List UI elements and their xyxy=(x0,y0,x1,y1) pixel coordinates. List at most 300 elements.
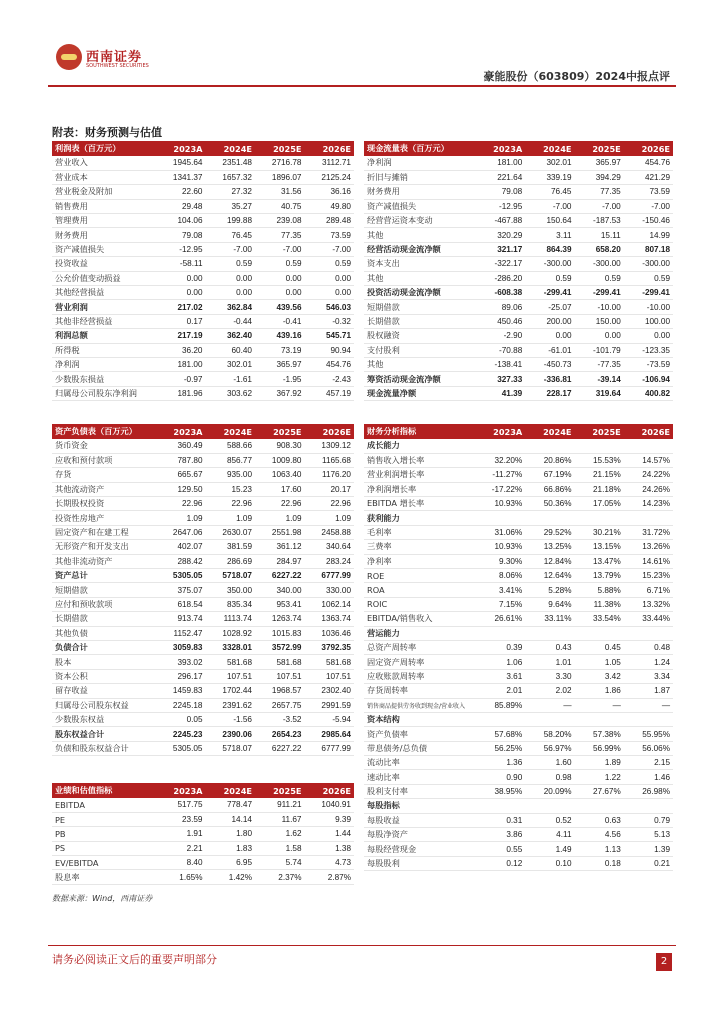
cell-value: 0.00 xyxy=(624,329,673,343)
row-label: ROIC xyxy=(364,597,476,611)
section-row xyxy=(364,439,673,453)
cell-value: 2.21 xyxy=(156,841,206,855)
row-label: 无形资产和开发支出 xyxy=(52,540,156,554)
row-label: 净利率 xyxy=(364,554,476,568)
row-label: 应收账款周转率 xyxy=(364,669,476,683)
cell-value: -336.81 xyxy=(525,372,574,386)
cell-value: 2985.64 xyxy=(305,727,355,741)
cell-value: -73.59 xyxy=(624,357,673,371)
cell-value: 5.28% xyxy=(525,583,574,597)
table-row xyxy=(364,770,673,784)
table-row xyxy=(52,357,354,371)
table-title: 业绩和估值指标 xyxy=(52,783,156,798)
cell-value: 1.86 xyxy=(575,684,624,698)
cell-value: 217.19 xyxy=(156,329,206,343)
table-row xyxy=(364,468,673,482)
row-label: 资本公积 xyxy=(52,669,156,683)
cell-value: 5305.05 xyxy=(156,741,206,755)
row-label: 应收和预付款项 xyxy=(52,453,156,467)
cell-value: 6.95 xyxy=(206,856,256,870)
cell-value: -70.88 xyxy=(476,343,525,357)
year-header: 2025E xyxy=(575,424,624,439)
cell-value: 0.00 xyxy=(156,271,206,285)
table-row xyxy=(52,511,354,525)
section-row xyxy=(364,511,673,525)
cell-value: -0.32 xyxy=(305,314,355,328)
cell-value: 60.40 xyxy=(206,343,256,357)
cashflow-statement-table xyxy=(364,141,673,401)
row-label: 销售商品提供劳务收到现金/营业收入 xyxy=(364,698,476,712)
cell-value: 283.24 xyxy=(305,554,355,568)
cell-value: 286.69 xyxy=(206,554,256,568)
row-label: 归属母公司股东净利润 xyxy=(52,386,156,400)
cell-value: 2.15 xyxy=(624,756,673,770)
cell-value: 6.71% xyxy=(624,583,673,597)
cell-value: 24.26% xyxy=(624,482,673,496)
cell-value: 288.42 xyxy=(156,554,206,568)
cell-value: 9.39 xyxy=(305,812,355,826)
cell-value: 5718.07 xyxy=(206,569,256,583)
table-row xyxy=(52,540,354,554)
cell-value: -11.27% xyxy=(476,468,525,482)
row-label: 财务费用 xyxy=(52,228,156,242)
cell-value: 57.38% xyxy=(575,727,624,741)
cell-value: -300.00 xyxy=(624,257,673,271)
cell-value: 658.20 xyxy=(575,242,624,256)
row-label: 应付和预收款项 xyxy=(52,597,156,611)
cell-value: 1009.80 xyxy=(255,453,305,467)
cell-value: 13.47% xyxy=(575,554,624,568)
row-label: 固定资产和在建工程 xyxy=(52,525,156,539)
cell-value: 85.89% xyxy=(476,698,525,712)
table-row xyxy=(52,170,354,184)
row-label: 净利润 xyxy=(364,156,476,170)
cell-value: 58.20% xyxy=(525,727,574,741)
cell-value: 31.06% xyxy=(476,525,525,539)
cell-value: 4.11 xyxy=(525,828,574,842)
cell-value: -322.17 xyxy=(476,257,525,271)
cell-value: 1.80 xyxy=(206,827,256,841)
cell-value: 0.55 xyxy=(476,842,525,856)
cell-value xyxy=(575,626,624,640)
cell-value: 1.38 xyxy=(305,841,355,855)
cell-value: 2654.23 xyxy=(255,727,305,741)
cell-value: 400.82 xyxy=(624,386,673,400)
cell-value: 0.00 xyxy=(525,329,574,343)
table-title: 现金流量表（百万元） xyxy=(364,141,476,156)
cell-value: 0.59 xyxy=(255,257,305,271)
cell-value: 319.64 xyxy=(575,386,624,400)
cell-value: 1063.40 xyxy=(255,468,305,482)
cell-value: 1341.37 xyxy=(156,170,206,184)
cell-value: -1.95 xyxy=(255,372,305,386)
valuation-table xyxy=(52,783,354,885)
cell-value xyxy=(624,799,673,813)
row-label: 短期借款 xyxy=(364,300,476,314)
cell-value xyxy=(624,511,673,525)
year-header: 2023A xyxy=(156,783,206,798)
cell-value: 15.11 xyxy=(575,228,624,242)
cell-value: 10.93% xyxy=(476,540,525,554)
income-statement-table xyxy=(52,141,354,401)
cell-value: 1896.07 xyxy=(255,170,305,184)
cell-value: 913.74 xyxy=(156,612,206,626)
cell-value: 2245.18 xyxy=(156,698,206,712)
cell-value: 1036.46 xyxy=(305,626,355,640)
cell-value: 517.75 xyxy=(156,798,206,812)
year-header: 2026E xyxy=(624,141,673,156)
cell-value: 33.44% xyxy=(624,612,673,626)
cell-value: 360.49 xyxy=(156,439,206,453)
cell-value: 5.88% xyxy=(575,583,624,597)
row-label: PB xyxy=(52,827,156,841)
table-row xyxy=(364,271,673,285)
cell-value: 13.79% xyxy=(575,569,624,583)
year-header: 2026E xyxy=(305,141,355,156)
cell-value: 20.17 xyxy=(305,482,355,496)
cell-value: 393.02 xyxy=(156,655,206,669)
cell-value: 12.84% xyxy=(525,554,574,568)
cell-value: 79.08 xyxy=(476,185,525,199)
row-label: 其他非流动资产 xyxy=(52,554,156,568)
table-row xyxy=(52,257,354,271)
row-label: 投资性房地产 xyxy=(52,511,156,525)
cell-value: -7.00 xyxy=(305,242,355,256)
row-label: EV/EBITDA xyxy=(52,856,156,870)
cell-value: 228.17 xyxy=(525,386,574,400)
cell-value: 394.29 xyxy=(575,170,624,184)
table-row xyxy=(364,497,673,511)
cell-value: 0.17 xyxy=(156,314,206,328)
cell-value xyxy=(476,799,525,813)
cell-value: 11.67 xyxy=(255,812,305,826)
row-label: 带息债务/总负债 xyxy=(364,741,476,755)
cell-value: 0.43 xyxy=(525,640,574,654)
cell-value: -450.73 xyxy=(525,357,574,371)
cell-value: 1.65% xyxy=(156,870,206,884)
year-header: 2024E xyxy=(206,783,256,798)
cell-value: 4.56 xyxy=(575,828,624,842)
year-header: 2023A xyxy=(156,141,206,156)
cell-value: 150.00 xyxy=(575,314,624,328)
table-row xyxy=(364,828,673,842)
cell-value: 1.22 xyxy=(575,770,624,784)
row-label: 毛利率 xyxy=(364,525,476,539)
table-title: 财务分析指标 xyxy=(364,424,476,439)
table-row xyxy=(52,554,354,568)
table-row xyxy=(52,798,354,812)
cell-value: 545.71 xyxy=(305,329,355,343)
cell-value xyxy=(525,511,574,525)
row-label: 所得税 xyxy=(52,343,156,357)
cell-value: 1.89 xyxy=(575,756,624,770)
row-label: 长期借款 xyxy=(52,612,156,626)
cell-value: 1.46 xyxy=(624,770,673,784)
row-label: 筹资活动现金流净额 xyxy=(364,372,476,386)
year-header: 2025E xyxy=(255,783,305,798)
cell-value xyxy=(476,712,525,726)
cell-value: 864.39 xyxy=(525,242,574,256)
cell-value: 2.01 xyxy=(476,684,525,698)
row-label: 三费率 xyxy=(364,540,476,554)
cell-value: -608.38 xyxy=(476,286,525,300)
row-label: 财务费用 xyxy=(364,185,476,199)
cell-value: -1.61 xyxy=(206,372,256,386)
cell-value: 6777.99 xyxy=(305,741,355,755)
table-row xyxy=(364,372,673,386)
cell-value: 8.40 xyxy=(156,856,206,870)
balance-sheet-table xyxy=(52,424,354,756)
cell-value xyxy=(476,626,525,640)
table-row xyxy=(52,199,354,213)
appendix-title: 附表：财务预测与估值 xyxy=(52,126,162,139)
cell-value: 2716.78 xyxy=(255,156,305,170)
table-row xyxy=(364,540,673,554)
year-header: 2026E xyxy=(624,424,673,439)
table-row xyxy=(52,242,354,256)
cell-value: 1.09 xyxy=(156,511,206,525)
cell-value xyxy=(476,511,525,525)
row-label: 投资活动现金流净额 xyxy=(364,286,476,300)
table-row xyxy=(364,185,673,199)
cell-value: — xyxy=(624,698,673,712)
table-row xyxy=(364,727,673,741)
cell-value xyxy=(525,712,574,726)
cell-value: 375.07 xyxy=(156,583,206,597)
table-row xyxy=(52,870,354,884)
row-label: 固定资产周转率 xyxy=(364,655,476,669)
cell-value: 0.79 xyxy=(624,813,673,827)
row-label: ROA xyxy=(364,583,476,597)
cell-value: 56.99% xyxy=(575,741,624,755)
cell-value: 1459.83 xyxy=(156,684,206,698)
cell-value: 221.64 xyxy=(476,170,525,184)
row-label: 折旧与摊销 xyxy=(364,170,476,184)
cell-value: 89.06 xyxy=(476,300,525,314)
cell-value: 26.61% xyxy=(476,612,525,626)
cell-value: 0.00 xyxy=(575,329,624,343)
table-row xyxy=(52,439,354,453)
cell-value: 362.84 xyxy=(206,300,256,314)
cell-value: 1.24 xyxy=(624,655,673,669)
cell-value: 1968.57 xyxy=(255,684,305,698)
cell-value: 22.96 xyxy=(206,497,256,511)
cell-value: 33.11% xyxy=(525,612,574,626)
row-label: 货币资金 xyxy=(52,439,156,453)
cell-value: 22.96 xyxy=(305,497,355,511)
section-row xyxy=(364,712,673,726)
cell-value: 1945.64 xyxy=(156,156,206,170)
row-label: 资产总计 xyxy=(52,569,156,583)
row-label: EBITDA xyxy=(52,798,156,812)
cell-value: 29.48 xyxy=(156,199,206,213)
cell-value: 8.06% xyxy=(476,569,525,583)
section-row xyxy=(364,626,673,640)
year-header: 2025E xyxy=(575,141,624,156)
cell-value: 0.12 xyxy=(476,856,525,870)
cell-value: 0.48 xyxy=(624,640,673,654)
table-row xyxy=(364,684,673,698)
cell-value: 9.30% xyxy=(476,554,525,568)
cell-value: 1263.74 xyxy=(255,612,305,626)
table-row xyxy=(364,314,673,328)
cell-value: 10.93% xyxy=(476,497,525,511)
cell-value: 38.95% xyxy=(476,784,525,798)
cell-value: 367.92 xyxy=(255,386,305,400)
cell-value: 2245.23 xyxy=(156,727,206,741)
cell-value: -12.95 xyxy=(156,242,206,256)
cell-value: 0.59 xyxy=(206,257,256,271)
row-label: 少数股东权益 xyxy=(52,712,156,726)
cell-value: 3328.01 xyxy=(206,640,256,654)
year-header: 2023A xyxy=(476,424,525,439)
section-row xyxy=(364,799,673,813)
year-header: 2026E xyxy=(305,424,355,439)
cell-value: 181.00 xyxy=(476,156,525,170)
table-row xyxy=(364,386,673,400)
logo-mark-icon xyxy=(56,44,82,70)
cell-value: 30.21% xyxy=(575,525,624,539)
cell-value: 33.54% xyxy=(575,612,624,626)
row-label: 现金流量净额 xyxy=(364,386,476,400)
row-label: 总资产周转率 xyxy=(364,640,476,654)
cell-value: 129.50 xyxy=(156,482,206,496)
disclaimer-text: 请务必阅读正文后的重要声明部分 xyxy=(52,953,217,966)
row-label: 少数股东损益 xyxy=(52,372,156,386)
cell-value: 320.29 xyxy=(476,228,525,242)
table-row xyxy=(52,156,354,170)
table-row xyxy=(364,669,673,683)
cell-value: 1657.32 xyxy=(206,170,256,184)
year-header: 2024E xyxy=(525,141,574,156)
financial-analysis-table xyxy=(364,424,673,871)
table-row xyxy=(52,856,354,870)
row-label: 每股经营现金 xyxy=(364,842,476,856)
cell-value: -12.95 xyxy=(476,199,525,213)
table-row xyxy=(52,185,354,199)
cell-value: 1015.83 xyxy=(255,626,305,640)
page-header xyxy=(48,40,676,90)
row-label: 其他 xyxy=(364,357,476,371)
cell-value: 41.39 xyxy=(476,386,525,400)
cell-value: -7.00 xyxy=(255,242,305,256)
footer-divider xyxy=(48,945,676,946)
table-row xyxy=(364,453,673,467)
row-label: 资产负债率 xyxy=(364,727,476,741)
cell-value: 21.18% xyxy=(575,482,624,496)
cell-value: 1.58 xyxy=(255,841,305,855)
cell-value: 665.67 xyxy=(156,468,206,482)
row-label: 获利能力 xyxy=(364,511,476,525)
cell-value: 856.77 xyxy=(206,453,256,467)
cell-value: 20.86% xyxy=(525,453,574,467)
table-row xyxy=(52,655,354,669)
cell-value: 1028.92 xyxy=(206,626,256,640)
cell-value: 40.75 xyxy=(255,199,305,213)
cell-value: 2125.24 xyxy=(305,170,355,184)
cell-value: 302.01 xyxy=(206,357,256,371)
cell-value: -0.41 xyxy=(255,314,305,328)
cell-value: 56.97% xyxy=(525,741,574,755)
cell-value: — xyxy=(525,698,574,712)
cell-value: -3.52 xyxy=(255,712,305,726)
cell-value: 1.83 xyxy=(206,841,256,855)
cell-value: -17.22% xyxy=(476,482,525,496)
cell-value: -10.00 xyxy=(624,300,673,314)
cell-value: 3.30 xyxy=(525,669,574,683)
row-label: 利润总额 xyxy=(52,329,156,343)
cell-value: 339.19 xyxy=(525,170,574,184)
cell-value: — xyxy=(575,698,624,712)
table-row xyxy=(52,343,354,357)
cell-value xyxy=(575,712,624,726)
cell-value: 56.06% xyxy=(624,741,673,755)
table-header-row xyxy=(364,141,673,156)
cell-value: 2458.88 xyxy=(305,525,355,539)
table-row xyxy=(364,343,673,357)
cell-value: 439.16 xyxy=(255,329,305,343)
cell-value: 181.96 xyxy=(156,386,206,400)
cell-value: 3.11 xyxy=(525,228,574,242)
cell-value: 546.03 xyxy=(305,300,355,314)
cell-value: -0.97 xyxy=(156,372,206,386)
cell-value: 365.97 xyxy=(255,357,305,371)
table-row xyxy=(52,812,354,826)
row-label: 归属母公司股东权益 xyxy=(52,698,156,712)
cell-value: 1176.20 xyxy=(305,468,355,482)
row-label: 其他流动资产 xyxy=(52,482,156,496)
cell-value: 1.44 xyxy=(305,827,355,841)
cell-value xyxy=(575,799,624,813)
cell-value: 77.35 xyxy=(575,185,624,199)
row-label: 存货 xyxy=(52,468,156,482)
cell-value: 100.00 xyxy=(624,314,673,328)
cell-value: 3.86 xyxy=(476,828,525,842)
cell-value: 32.20% xyxy=(476,453,525,467)
cell-value: 1.36 xyxy=(476,756,525,770)
cell-value: 14.23% xyxy=(624,497,673,511)
cell-value: 2657.75 xyxy=(255,698,305,712)
table-row xyxy=(52,640,354,654)
row-label: 短期借款 xyxy=(52,583,156,597)
cell-value: -2.90 xyxy=(476,329,525,343)
cell-value: 77.35 xyxy=(255,228,305,242)
cell-value: 0.00 xyxy=(255,271,305,285)
cell-value: 1.06 xyxy=(476,655,525,669)
cell-value: 55.95% xyxy=(624,727,673,741)
table-row xyxy=(52,827,354,841)
cell-value: 1.62 xyxy=(255,827,305,841)
cell-value: 90.94 xyxy=(305,343,355,357)
table-row xyxy=(364,569,673,583)
cell-value: 340.64 xyxy=(305,540,355,554)
cell-value: 2.02 xyxy=(525,684,574,698)
row-label: 营业税金及附加 xyxy=(52,185,156,199)
row-label: 投资收益 xyxy=(52,257,156,271)
row-label: 净利润增长率 xyxy=(364,482,476,496)
cell-value: 340.00 xyxy=(255,583,305,597)
cell-value: 1.13 xyxy=(575,842,624,856)
cell-value: 3.34 xyxy=(624,669,673,683)
cell-value: 3.41% xyxy=(476,583,525,597)
header-divider xyxy=(48,85,676,87)
logo-text: 西南证券 xyxy=(86,50,143,65)
table-row xyxy=(52,684,354,698)
row-label: 其他负债 xyxy=(52,626,156,640)
cell-value: 327.33 xyxy=(476,372,525,386)
cell-value: 57.68% xyxy=(476,727,525,741)
cell-value: 953.41 xyxy=(255,597,305,611)
